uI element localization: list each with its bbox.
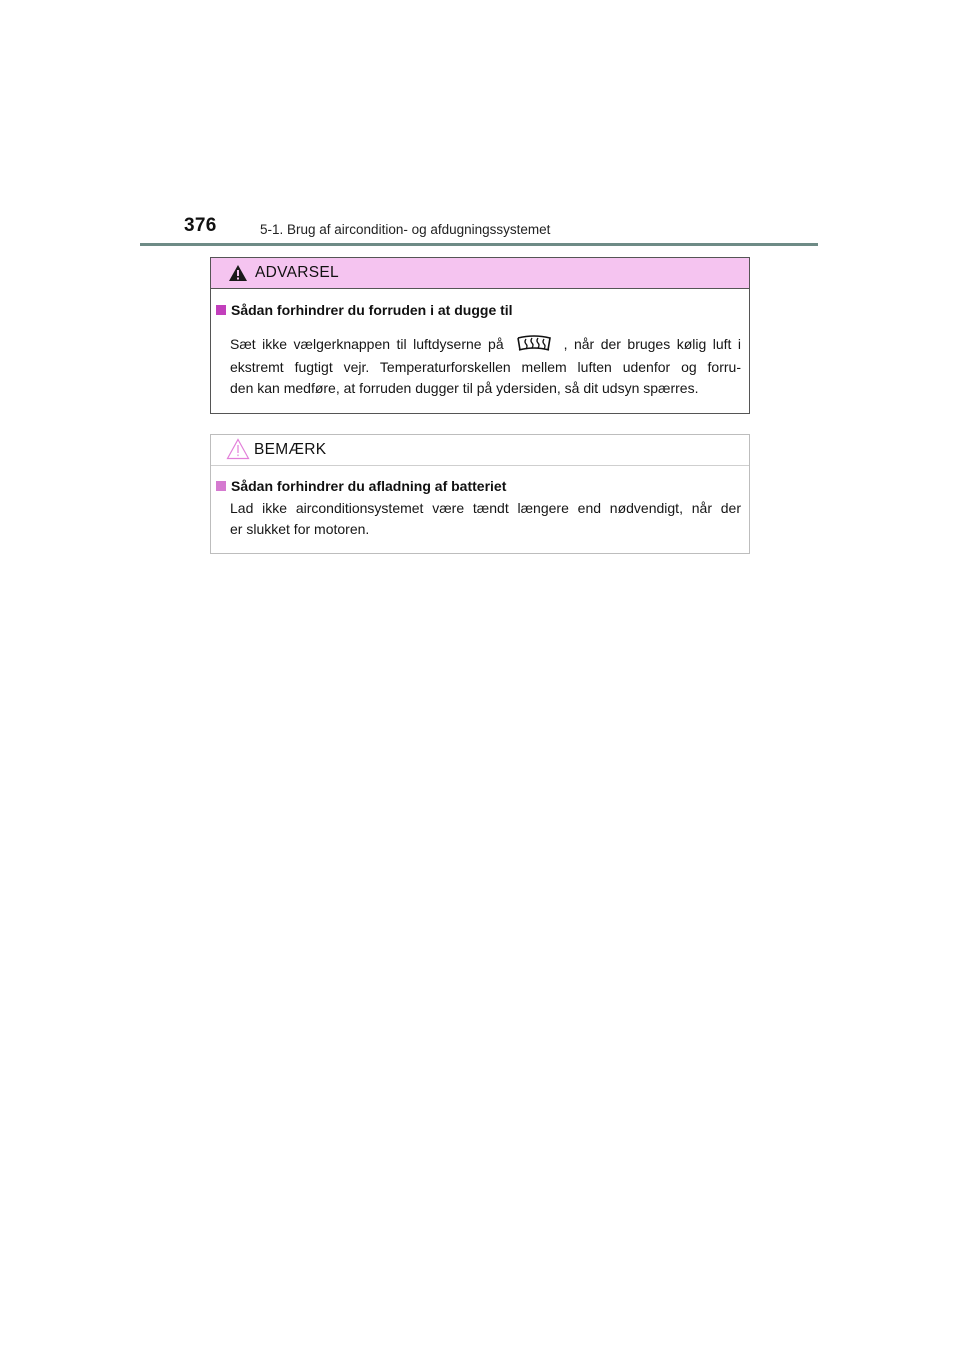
warning-heading xyxy=(216,302,513,318)
warning-line-3: den kan medføre, at forruden dugger til på ydersiden, så dit udsyn spærres. xyxy=(230,380,699,396)
notice-title: BEMÆRK xyxy=(254,441,327,458)
notice-heading-text: Sådan forhindrer du afladning af batteriet xyxy=(231,478,507,494)
notice-box xyxy=(210,434,750,554)
warning-line-1-after: , når der bruges kølig luft i xyxy=(563,336,741,352)
warning-line-2: ekstremt fugtigt vejr. Temperaturforskellen mellem luften udenfor og forru- xyxy=(230,359,741,375)
bullet-square-icon xyxy=(216,305,226,315)
header-rule xyxy=(140,243,818,246)
notice-line-2: er slukket for motoren. xyxy=(230,521,370,537)
warning-line-1-before: Sæt ikke vælgerknappen til luftdyserne på xyxy=(230,336,504,352)
notice-header xyxy=(211,435,749,466)
warning-triangle-icon xyxy=(228,264,248,282)
notice-heading xyxy=(216,478,506,494)
warning-paragraph xyxy=(230,333,741,399)
warning-heading-text: Sådan forhindrer du forruden i at dugge til xyxy=(231,302,513,318)
notice-triangle-icon xyxy=(226,438,250,460)
notice-line-1: Lad ikke airconditionsystemet være tændt længere end nødvendigt, når der xyxy=(230,500,741,516)
warning-title: ADVARSEL xyxy=(255,264,339,281)
bullet-square-icon xyxy=(216,481,226,491)
warning-header xyxy=(211,258,749,289)
warning-box xyxy=(210,257,750,414)
notice-paragraph xyxy=(230,498,741,540)
warning-line-1 xyxy=(230,333,741,357)
windshield-defrost-icon xyxy=(510,333,558,353)
chapter-title: 5-1. Brug af aircondition- og afdugningssystemet xyxy=(260,222,551,237)
page-number: 376 xyxy=(184,215,217,236)
